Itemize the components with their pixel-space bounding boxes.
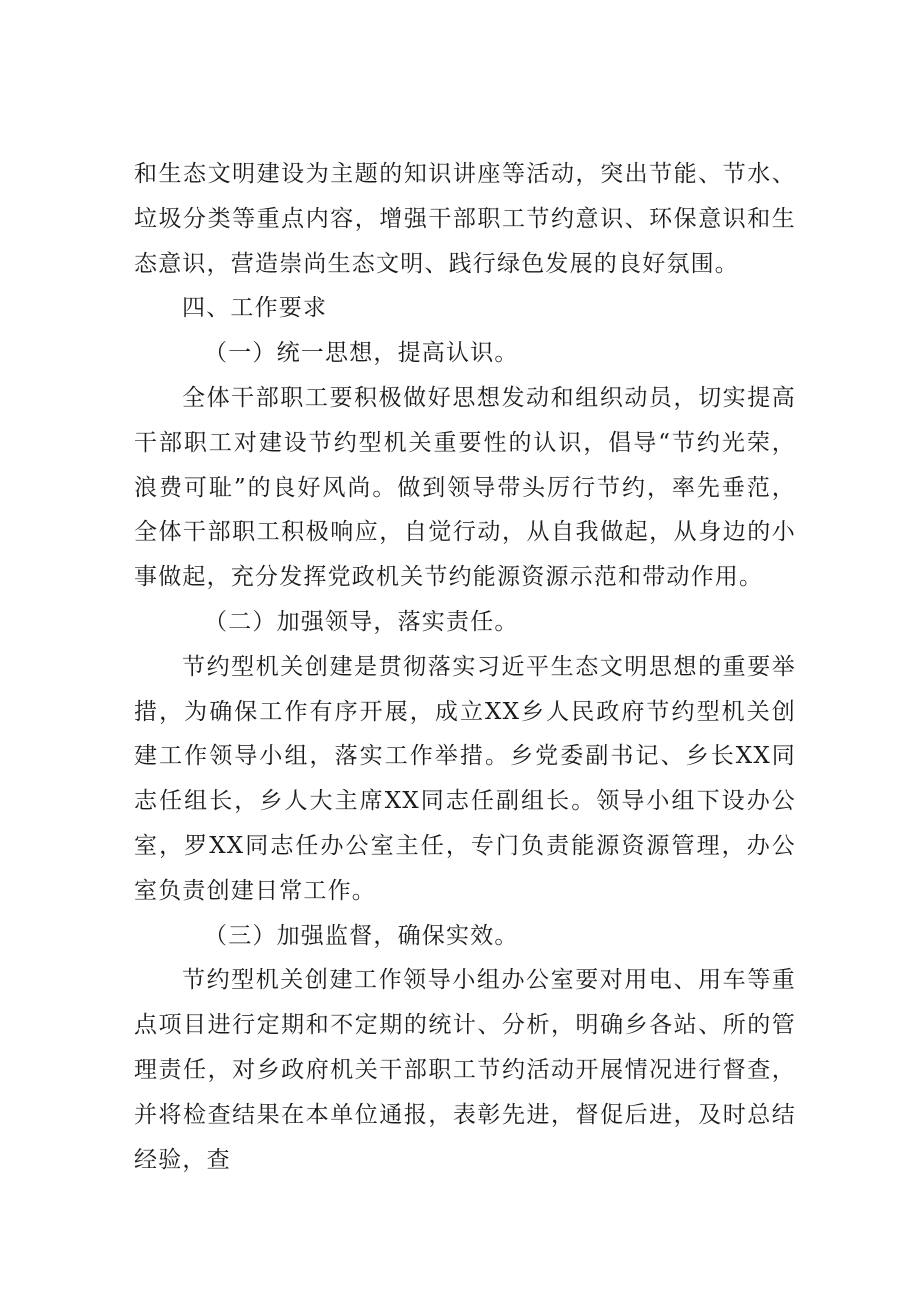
sub-heading-strengthen-supervision: （三）加强监督，确保实效。: [204, 922, 519, 949]
document-body: [134, 152, 796, 1182]
sub-heading-strengthen-leadership: （二）加强领导，落实责任。: [204, 608, 519, 635]
body-paragraph-strengthen-leadership: 节约型机关创建是贯彻落实习近平生态文明思想的重要举措，为确保工作有序开展，成立XX乡人民政府节约型机关创建工作领导小组，落实工作举措。乡党委副书记、乡长XX同志任组长，乡人大主席XX同志任副组长。领导小组下设办公室，罗XX同志任办公室主任，专门负责能源资源管理，办公室负责创建日常工作。: [134, 653, 796, 904]
sub-heading-unify-thinking: （一）统一思想，提高认识。: [204, 340, 519, 367]
body-paragraph-unify-thinking: 全体干部职工要积极做好思想发动和组织动员，切实提高干部职工对建设节约型机关重要性的认识，倡导“节约光荣，浪费可耻”的良好风尚。做到领导带头厉行节约，率先垂范，全体干部职工积极响应，自觉行动，从自我做起，从身边的小事做起，充分发挥党政机关节约能源资源示范和带动作用。: [134, 384, 796, 591]
body-paragraph-strengthen-supervision: 节约型机关创建工作领导小组办公室要对用电、用车等重点项目进行定期和不定期的统计、分析，明确乡各站、所的管理责任，对乡政府机关干部职工节约活动开展情况进行督查，并将检查结果在本单位通报，表彰先进，督促后进，及时总结经验，查: [134, 967, 796, 1173]
section-heading-work-requirements: 四、工作要求: [182, 295, 328, 322]
body-paragraph-continuation: 和生态文明建设为主题的知识讲座等活动，突出节能、节水、垃圾分类等重点内容，增强干部职工节约意识、环保意识和生态意识，营造崇尚生态文明、践行绿色发展的良好氛围。: [134, 161, 796, 277]
